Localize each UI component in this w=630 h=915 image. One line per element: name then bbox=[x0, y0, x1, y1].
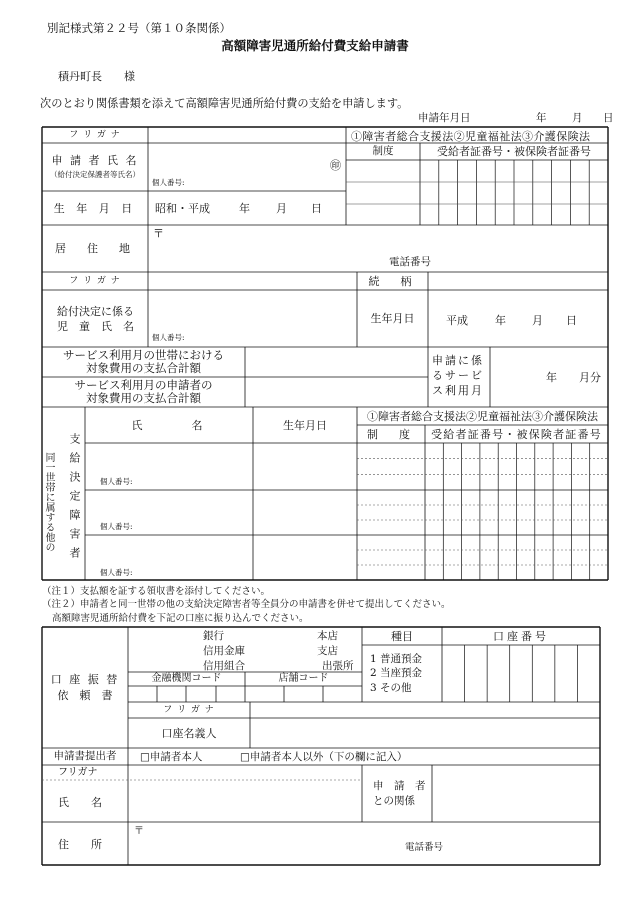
applicant-name-sublabel: （給付決定保護者等氏名） bbox=[50, 170, 140, 180]
submitter-phone-label: 電話番号 bbox=[405, 842, 444, 853]
institution-type-shinkin: 信用金庫 bbox=[203, 645, 245, 657]
applicant-personal-number-label: 個人番号: bbox=[152, 178, 185, 187]
bank-section-label-2: 依 頼 書 bbox=[57, 689, 113, 702]
applicant-insurance-header: ①障害者総合支援法②児童福祉法③介護保険法 bbox=[351, 130, 591, 143]
service-month-label-1: 申請に係 bbox=[432, 354, 484, 367]
household-name-header: 氏 名 bbox=[131, 418, 207, 432]
household-insurance-header: ①障害者総合支援法②児童福祉法③介護保険法 bbox=[367, 409, 598, 423]
submitter-furigana-label: フリガナ bbox=[58, 767, 98, 778]
note-1: （注１）支払額を証する領収書を添付してください。 bbox=[42, 586, 271, 597]
transfer-instruction: 高額障害児通所給付費を下記の口座に振り込んでください。 bbox=[52, 613, 309, 624]
submitter-postal-mark: 〒 bbox=[134, 826, 144, 837]
household-birth-header: 生年月日 bbox=[283, 418, 327, 432]
child-name-label-1: 給付決定に係る bbox=[57, 305, 134, 318]
child-name-label-2: 児 童 氏 名 bbox=[57, 320, 134, 333]
household-side-label-left: 同一世帯に属する他の bbox=[43, 452, 54, 552]
note-2: （注２）申請者と同一世帯の他の支給決定障害者等全員分の申請書を併せて提出してください。 bbox=[42, 599, 451, 610]
applicant-phone-label: 電話番号 bbox=[389, 256, 431, 268]
household-certificate-label: 受給者証番号・被保険者証番号 bbox=[431, 427, 602, 441]
branch-type-branch: 支店 bbox=[317, 645, 338, 657]
applicant-cost-label bbox=[42, 377, 245, 407]
institution-code-label: 金融機関コード bbox=[151, 673, 222, 684]
bank-section-label-1: 口 座 振 替 bbox=[50, 673, 120, 686]
submitter-name-label: 氏 名 bbox=[58, 796, 102, 809]
child-furigana-label: フ リ ガ ナ bbox=[69, 275, 121, 286]
applicant-birth-day: 日 bbox=[311, 202, 322, 215]
institution-type-bank: 銀行 bbox=[203, 630, 224, 642]
household-system-label: 制 度 bbox=[367, 427, 415, 441]
submitter-label: 申請書提出者 bbox=[53, 750, 117, 763]
service-month-label-2: るサービ bbox=[432, 369, 484, 382]
submitter-option-self: □申請者本人 bbox=[140, 751, 203, 763]
applicant-certificate-label: 受給者証番号・被保険者証番号 bbox=[437, 145, 591, 158]
branch-type-office: 出張所 bbox=[322, 660, 354, 672]
child-birth-label: 生年月日 bbox=[370, 312, 415, 325]
child-birth-month: 月 bbox=[532, 314, 543, 327]
form-title: 高額障害児通所給付費支給申請書 bbox=[221, 38, 409, 53]
applicant-birth-month: 月 bbox=[276, 202, 287, 215]
account-type-current: 2 当座預金 bbox=[370, 667, 423, 679]
bank-section-label bbox=[42, 627, 128, 748]
account-type-label: 種目 bbox=[391, 629, 413, 643]
application-date-day: 日 bbox=[603, 112, 614, 124]
household-cost-label-1: サービス利用月の世帯における bbox=[63, 347, 224, 362]
submitter-relation-label-1: 申 請 者 bbox=[373, 780, 426, 792]
household-cost-label bbox=[42, 347, 245, 377]
application-date-label: 申請年月日 bbox=[418, 112, 471, 124]
child-birth-year: 年 bbox=[495, 314, 506, 327]
member-personal-number-label: 個人番号: bbox=[100, 477, 133, 486]
form-number: 別記様式第２２号（第１０条関係） bbox=[47, 21, 231, 35]
bank-furigana-label: フ リ ガ ナ bbox=[163, 704, 215, 715]
submitter-relation-label-2: との関係 bbox=[373, 795, 415, 807]
child-birth-era: 平成 bbox=[446, 314, 468, 327]
submitter-option-other: □申請者本人以外（下の欄に記入） bbox=[240, 751, 408, 763]
addressee: 積丹町長 様 bbox=[58, 70, 135, 83]
account-type-other: 3 その他 bbox=[370, 682, 412, 694]
account-number-label: 口座番号 bbox=[493, 629, 549, 643]
child-birth-day: 日 bbox=[566, 314, 577, 327]
seal-mark: ㊞ bbox=[330, 159, 341, 172]
household-side-label-right: 支給決定障害者 bbox=[68, 433, 81, 566]
member-personal-number-label: 個人番号: bbox=[100, 568, 133, 577]
applicant-address-label: 居 住 地 bbox=[55, 242, 135, 255]
applicant-birth-era: 昭和・平成 bbox=[155, 202, 210, 215]
member-personal-number-label: 個人番号: bbox=[100, 522, 133, 531]
applicant-birth-label: 生 年 月 日 bbox=[53, 201, 137, 215]
household-cost-label-2: 対象費用の支払合計額 bbox=[86, 361, 201, 375]
applicant-cost-label-2: 対象費用の支払合計額 bbox=[86, 391, 201, 405]
application-date-month: 月 bbox=[572, 112, 583, 124]
applicant-birth-year: 年 bbox=[239, 202, 250, 215]
child-relation-label: 続 柄 bbox=[368, 274, 417, 288]
applicant-postal-mark: 〒 bbox=[153, 227, 164, 240]
applicant-furigana-label: フ リ ガ ナ bbox=[69, 129, 121, 140]
account-type-ordinary: 1 普通預金 bbox=[370, 653, 423, 665]
account-holder-label: 口座名義人 bbox=[161, 726, 217, 740]
application-date-year: 年 bbox=[536, 112, 547, 124]
child-personal-number-label: 個人番号: bbox=[152, 333, 185, 342]
branch-code-label: 店舗コード bbox=[278, 673, 329, 684]
service-month-suffix: 月分 bbox=[579, 371, 601, 384]
applicant-name-label: 申 請 者 氏 名 bbox=[51, 154, 139, 168]
branch-type-head: 本店 bbox=[317, 630, 338, 642]
applicant-system-label: 制度 bbox=[372, 145, 394, 158]
service-month-year: 年 bbox=[546, 371, 557, 384]
submitter-address-label: 住 所 bbox=[58, 838, 102, 851]
applicant-cost-label-1: サービス利用月の申請者の bbox=[74, 377, 213, 392]
service-month-label-3: ス利用月 bbox=[432, 384, 484, 397]
intro-text: 次のとおり関係書類を添えて高額障害児通所給付費の支給を申請します。 bbox=[40, 97, 409, 110]
applicant-name-label-cell bbox=[42, 143, 148, 191]
institution-type-kumiai: 信用組合 bbox=[203, 660, 245, 672]
